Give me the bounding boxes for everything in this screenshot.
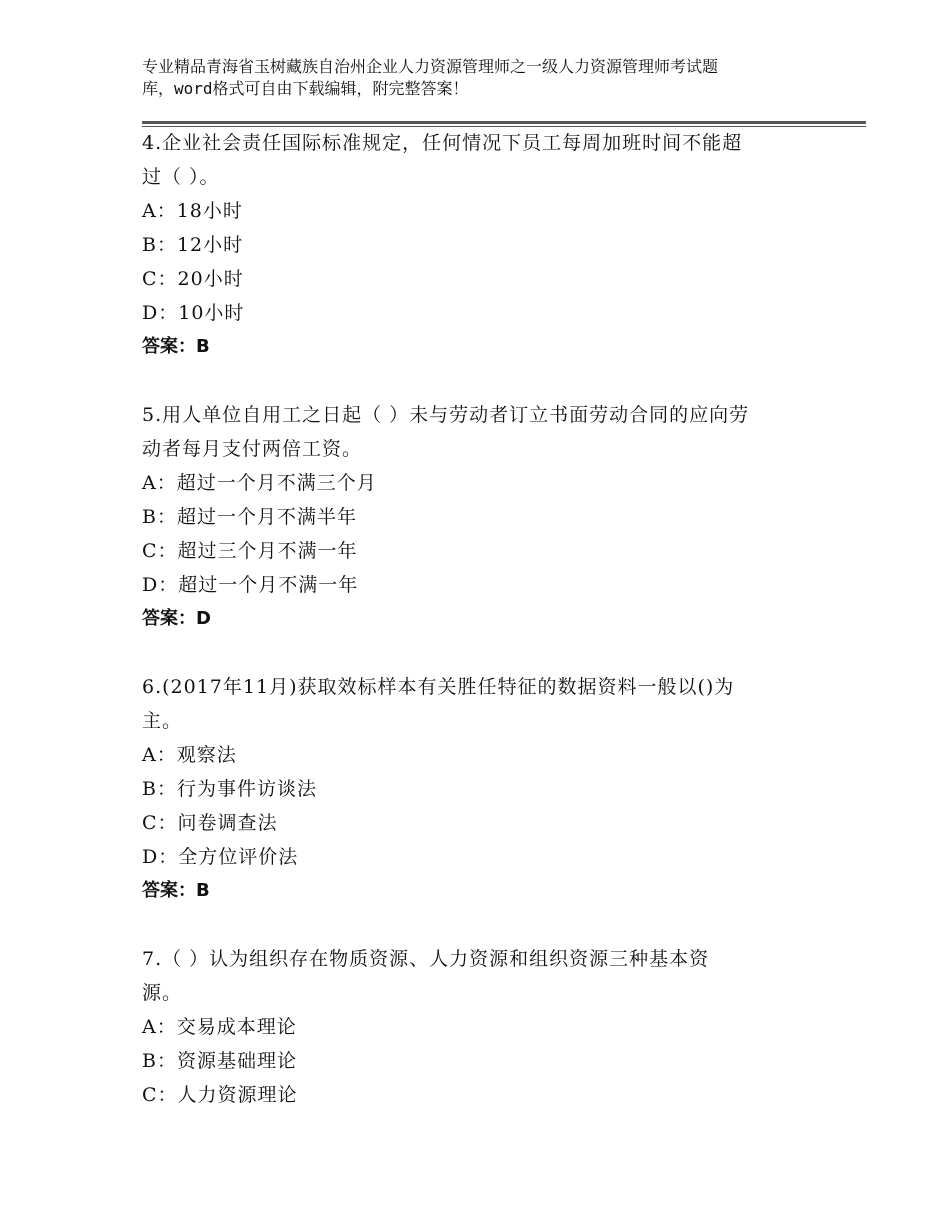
option-c: C：20小时 [142, 268, 244, 290]
option-c: C：问卷调查法 [142, 812, 278, 834]
answer-label: 答案：B [142, 880, 210, 901]
question-stem-line: 5.用人单位自用工之日起（ ）未与劳动者订立书面劳动合同的应向劳 [142, 404, 750, 426]
question-stem-line: 4.企业社会责任国际标准规定，任何情况下员工每周加班时间不能超 [142, 132, 743, 154]
option-d: D：全方位评价法 [142, 846, 299, 868]
question-stem [142, 942, 822, 1010]
question-stem [142, 126, 822, 194]
question-stem-line: 主。 [142, 710, 183, 732]
option-b: B：12小时 [142, 234, 244, 256]
option-a: A：观察法 [142, 744, 237, 766]
option-b: B：资源基础理论 [142, 1050, 297, 1072]
option-c: C：人力资源理论 [142, 1084, 298, 1106]
option-c: C：超过三个月不满一年 [142, 540, 358, 562]
option-a: A：超过一个月不满三个月 [142, 472, 377, 494]
answer-label: 答案：B [142, 336, 210, 357]
question-stem-line: 动者每月支付两倍工资。 [142, 438, 363, 460]
option-b: B：行为事件访谈法 [142, 778, 317, 800]
document-header [142, 56, 842, 100]
question-stem-line: 7.（ ）认为组织存在物质资源、人力资源和组织资源三种基本资 [142, 948, 710, 970]
option-a: A：18小时 [142, 200, 243, 222]
option-b: B：超过一个月不满半年 [142, 506, 357, 528]
question-stem-line: 6.(2017年11月)获取效标样本有关胜任特征的数据资料一般以()为 [142, 676, 735, 698]
option-d: D：10小时 [142, 302, 245, 324]
option-d: D：超过一个月不满一年 [142, 574, 359, 596]
question-4 [142, 126, 822, 364]
spacer [142, 364, 822, 398]
question-7 [142, 942, 822, 1112]
question-stem [142, 670, 822, 738]
answer-label: 答案：D [142, 608, 211, 629]
option-a: A：交易成本理论 [142, 1016, 297, 1038]
question-stem [142, 398, 822, 466]
spacer [142, 908, 822, 942]
question-list [142, 126, 822, 1112]
header-line-1: 专业精品青海省玉树藏族自治州企业人力资源管理师之一级人力资源管理师考试题 [142, 57, 719, 76]
question-5 [142, 398, 822, 636]
header-divider-thick [142, 121, 866, 124]
question-stem-line: 过（ ）。 [142, 166, 220, 188]
spacer [142, 636, 822, 670]
question-stem-line: 源。 [142, 982, 183, 1004]
question-6 [142, 670, 822, 908]
header-line-2: 库，word格式可自由下载编辑，附完整答案！ [142, 79, 469, 98]
